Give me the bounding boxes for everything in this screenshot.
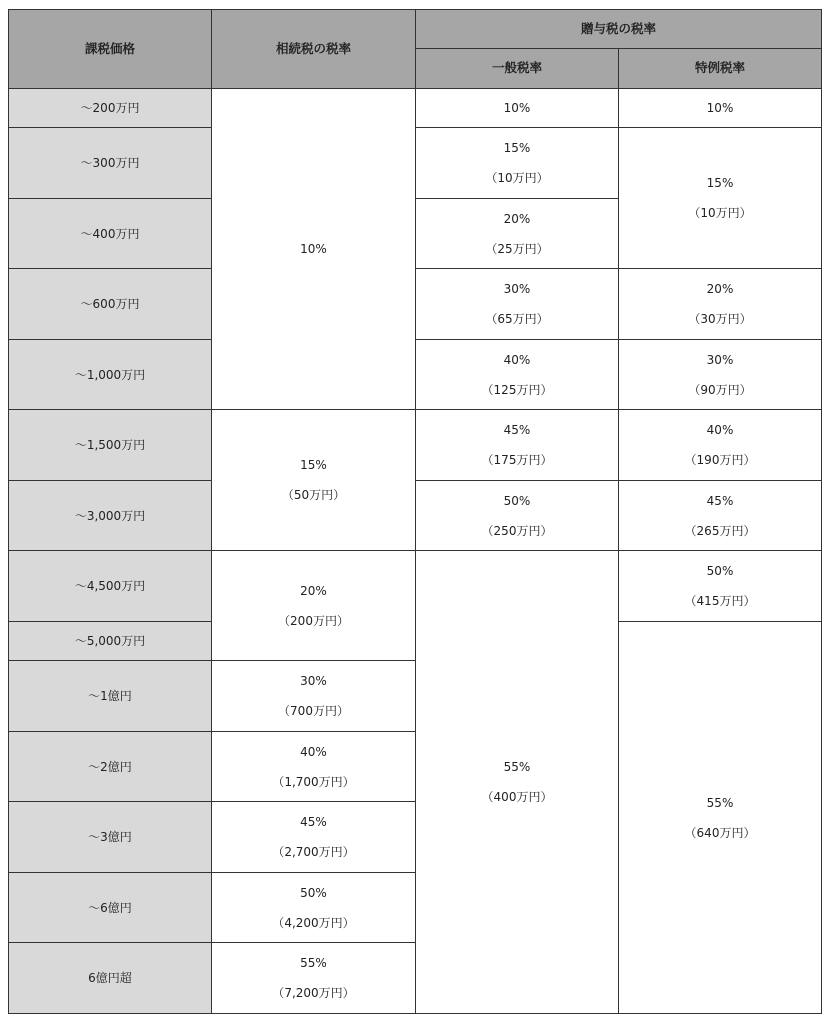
inheritance-rate-cell [212, 410, 416, 551]
gift-special-cell [619, 481, 822, 551]
price-cell: ～5,000万円 [9, 622, 212, 661]
gift-general-cell [416, 89, 619, 128]
header-gift-general: 一般税率 [416, 49, 619, 89]
rate: 55% [706, 795, 734, 810]
header-gift-special: 特例税率 [619, 49, 822, 89]
price-cell: ～1,000万円 [9, 340, 212, 410]
deduction: （ 200万円 ） [212, 615, 415, 627]
inheritance-rate-cell [212, 551, 416, 661]
deduction: （ 65万円 ） [416, 313, 618, 325]
deduction: （ 265万円 ） [619, 525, 821, 537]
rate: 55% [300, 956, 327, 970]
rate: 20% [503, 211, 531, 226]
rate: 20% [706, 282, 734, 296]
price-cell: ～2億円 [9, 732, 212, 802]
deduction: （ 125万円 ） [416, 384, 618, 396]
gift-general-cell [416, 410, 619, 481]
gift-special-cell [619, 128, 822, 269]
rate: 10% [300, 242, 327, 256]
rate: 15% [300, 458, 327, 472]
deduction: （ 10万円 ） [619, 207, 821, 219]
gift-general-cell [416, 551, 619, 1014]
rate: 40% [503, 352, 531, 367]
price-cell: ～300万円 [9, 128, 212, 199]
rate: 45% [706, 493, 734, 508]
rate: 30% [503, 282, 531, 296]
deduction: （ 10万円 ） [416, 172, 618, 184]
inheritance-rate-cell [212, 873, 416, 943]
deduction: （ 50万円 ） [212, 489, 415, 501]
inheritance-rate-cell [212, 943, 416, 1014]
deduction: （ 415万円 ） [619, 595, 821, 607]
inheritance-rate-cell [212, 661, 416, 732]
rate: 50% [706, 564, 734, 578]
gift-special-cell [619, 410, 822, 481]
deduction: （ 400万円 ） [416, 791, 618, 803]
header-gift-rate: 贈与税の税率 [416, 10, 822, 49]
price-cell: ～1,500万円 [9, 410, 212, 481]
price-cell: ～4,500万円 [9, 551, 212, 622]
rate: 40% [300, 744, 327, 759]
deduction: （ 90万円 ） [619, 384, 821, 396]
deduction: （ 4,200万円 ） [212, 917, 415, 929]
gift-general-cell [416, 340, 619, 410]
deduction: （ 175万円 ） [416, 454, 618, 466]
gift-general-cell [416, 481, 619, 551]
rate: 30% [300, 674, 327, 688]
rate: 15% [503, 141, 531, 155]
price-cell: ～1億円 [9, 661, 212, 732]
price-cell: ～3,000万円 [9, 481, 212, 551]
header-inheritance-rate: 相続税の税率 [212, 10, 416, 89]
inheritance-rate-cell [212, 89, 416, 410]
deduction: （ 2,700万円 ） [212, 846, 415, 858]
inheritance-rate-cell [212, 732, 416, 802]
gift-special-cell [619, 551, 822, 622]
deduction: （ 250万円 ） [416, 525, 618, 537]
header-price: 課税価格 [9, 10, 212, 89]
gift-general-cell [416, 128, 619, 199]
price-cell: ～6億円 [9, 873, 212, 943]
tax-rate-table [8, 9, 822, 1014]
rate: 10% [503, 101, 531, 115]
gift-general-cell [416, 269, 619, 340]
price-cell: ～200万円 [9, 89, 212, 128]
rate: 45% [300, 815, 327, 829]
price-cell: ～600万円 [9, 269, 212, 340]
deduction: （ 640万円 ） [619, 827, 821, 839]
gift-special-cell [619, 89, 822, 128]
rate: 10% [706, 101, 734, 115]
gift-special-cell [619, 340, 822, 410]
deduction: （ 700万円 ） [212, 705, 415, 717]
rate: 50% [503, 493, 531, 508]
rate: 45% [503, 423, 531, 437]
gift-special-cell [619, 622, 822, 1014]
rate: 40% [706, 423, 734, 437]
deduction: （ 1,700万円 ） [212, 776, 415, 788]
gift-general-cell [416, 199, 619, 269]
gift-special-cell [619, 269, 822, 340]
deduction: （ 7,200万円 ） [212, 987, 415, 999]
deduction: （ 30万円 ） [619, 313, 821, 325]
price-cell: ～3億円 [9, 802, 212, 873]
deduction: （ 190万円 ） [619, 454, 821, 466]
price-cell: 6億円超 [9, 943, 212, 1014]
rate: 50% [300, 885, 327, 900]
inheritance-rate-cell [212, 802, 416, 873]
rate: 20% [300, 583, 327, 598]
price-cell: ～400万円 [9, 199, 212, 269]
rate: 30% [706, 352, 734, 367]
rate: 55% [503, 760, 531, 774]
rate: 15% [706, 176, 734, 190]
deduction: （ 25万円 ） [416, 243, 618, 255]
